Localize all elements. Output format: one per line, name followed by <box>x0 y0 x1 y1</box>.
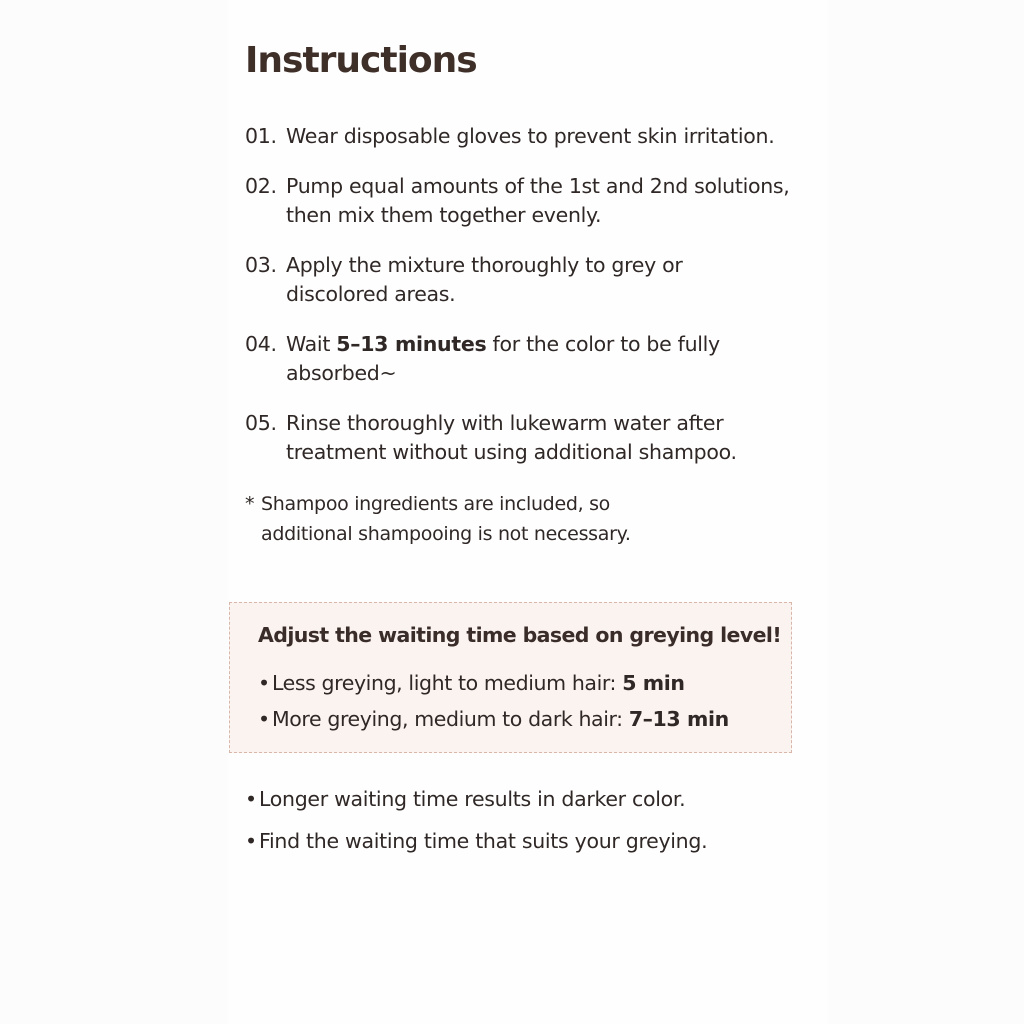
asterisk-icon: * <box>245 493 255 515</box>
step-text <box>286 409 845 468</box>
step-text <box>286 172 845 231</box>
step-line: then mix them together evenly. <box>286 203 602 227</box>
note-text <box>261 489 631 549</box>
list-item-text: Find the waiting time that suits your greying. <box>259 829 708 853</box>
step-number: 05. <box>245 410 277 435</box>
step-number: 03. <box>245 252 277 277</box>
step-line: discolored areas. <box>286 282 456 306</box>
bullet-icon: • <box>258 707 270 731</box>
step-line <box>286 330 845 360</box>
step-number: 04. <box>245 331 277 356</box>
step-text <box>286 251 845 310</box>
tip-box-heading: Adjust the waiting time based on greying level! <box>258 623 782 647</box>
bullet-icon: • <box>258 671 270 695</box>
page-title: Instructions <box>245 40 477 81</box>
step-text <box>286 330 845 389</box>
step-text <box>286 122 845 152</box>
waiting-time-highlight: 5–13 minutes <box>336 331 487 356</box>
step-5 <box>245 409 845 468</box>
note-line: Shampoo ingredients are included, so <box>261 493 610 515</box>
step-line: absorbed~ <box>286 361 397 385</box>
shampoo-note <box>245 489 631 549</box>
bullet-icon: • <box>245 787 257 811</box>
instruction-steps <box>245 122 845 488</box>
step-line: Apply the mixture thoroughly to grey or <box>286 252 683 277</box>
step-3 <box>245 251 845 310</box>
waiting-time-tips <box>245 778 707 862</box>
step-1 <box>245 122 845 152</box>
step-number: 01. <box>245 124 277 148</box>
list-item <box>245 820 707 862</box>
list-item <box>258 701 729 737</box>
bullet-icon: • <box>245 829 257 853</box>
list-item <box>245 778 707 820</box>
list-item <box>258 665 729 701</box>
list-item-text: Longer waiting time results in darker color. <box>259 787 686 811</box>
list-item-value: 7–13 min <box>628 707 729 731</box>
list-item-text: Less greying, light to medium hair: <box>272 671 623 695</box>
step-text-segment: for the color to be fully <box>486 331 720 356</box>
step-text-segment: Wait <box>286 331 337 356</box>
step-4 <box>245 330 845 389</box>
tip-box-list <box>258 665 729 737</box>
step-line: Pump equal amounts of the 1st and 2nd solutions, <box>286 173 790 198</box>
step-line: Rinse thoroughly with lukewarm water after <box>286 410 724 435</box>
step-number: 02. <box>245 173 277 198</box>
step-line: treatment without using additional shampoo. <box>286 440 737 464</box>
list-item-text: More greying, medium to dark hair: <box>272 707 629 731</box>
step-line: Wear disposable gloves to prevent skin irritation. <box>286 124 775 148</box>
list-item-value: 5 min <box>622 671 685 695</box>
step-2 <box>245 172 845 231</box>
waiting-time-tip-box <box>229 602 792 753</box>
note-line: additional shampooing is not necessary. <box>261 523 631 545</box>
